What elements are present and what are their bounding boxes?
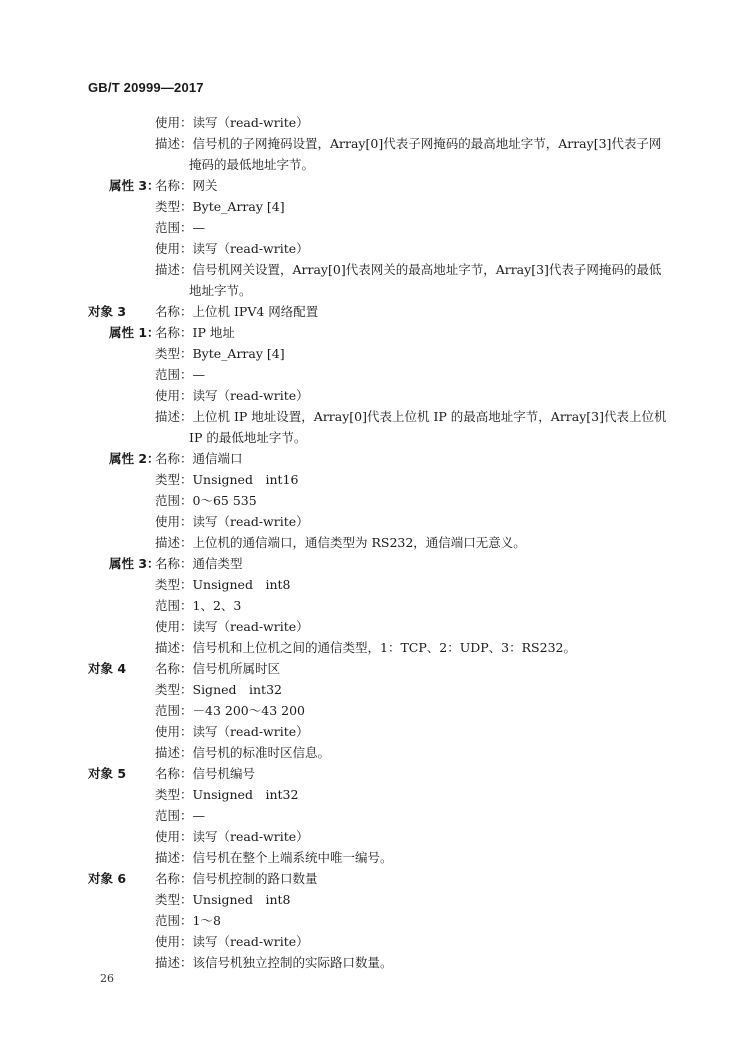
usage-line: 使用：读写（read-write） bbox=[155, 388, 309, 403]
standard-code: GB/T 20999—2017 bbox=[88, 80, 204, 95]
attribute-label: 属性 3： bbox=[109, 556, 160, 571]
name-line: 名称：通信端口 bbox=[155, 451, 243, 466]
description-line: 描述：信号机和上位机之间的通信类型，1：TCP、2：UDP、3：RS232。 bbox=[155, 640, 576, 655]
description-line: 描述：信号机的标准时区信息。 bbox=[155, 745, 331, 760]
object-name-line: 名称：信号机控制的路口数量 bbox=[155, 871, 318, 886]
type-line: 类型：Signed int32 bbox=[155, 682, 282, 697]
type-line: 类型：Unsigned int8 bbox=[155, 577, 291, 592]
type-line: 类型：Unsigned int8 bbox=[155, 892, 291, 907]
object-name-line: 名称：信号机编号 bbox=[155, 766, 256, 781]
type-line: 类型：Unsigned int32 bbox=[155, 787, 299, 802]
description-line: 描述：上位机 IP 地址设置，Array[0]代表上位机 IP 的最高地址字节，Array[3]代表上位机 bbox=[155, 409, 667, 424]
object-name-line: 名称：信号机所属时区 bbox=[155, 661, 281, 676]
range-line: 范围：－43 200～43 200 bbox=[155, 703, 305, 718]
range-line: 范围：— bbox=[155, 367, 206, 382]
usage-line: 使用：读写（read-write） bbox=[155, 934, 309, 949]
object-label: 对象 3 bbox=[88, 304, 127, 319]
description-line: 描述：上位机的通信端口，通信类型为 RS232，通信端口无意义。 bbox=[155, 535, 526, 550]
description-continuation: 掩码的最低地址字节。 bbox=[189, 157, 315, 172]
object-label: 对象 4 bbox=[88, 661, 127, 676]
description-continuation: 地址字节。 bbox=[189, 283, 252, 298]
range-line: 范围：— bbox=[155, 220, 206, 235]
object-name-line: 名称：上位机 IPV4 网络配置 bbox=[155, 304, 319, 319]
range-line: 范围：0～65 535 bbox=[155, 493, 257, 508]
object-label: 对象 6 bbox=[88, 871, 127, 886]
usage-line: 使用：读写（read-write） bbox=[155, 514, 309, 529]
usage-line: 使用：读写（read-write） bbox=[155, 829, 309, 844]
usage-line: 使用：读写（read-write） bbox=[155, 115, 309, 130]
type-line: 类型：Byte_Array [4] bbox=[155, 346, 285, 361]
usage-line: 使用：读写（read-write） bbox=[155, 241, 309, 256]
range-line: 范围：— bbox=[155, 808, 206, 823]
description-line: 描述：信号机网关设置，Array[0]代表网关的最高地址字节，Array[3]代表子网掩码的最低 bbox=[155, 262, 662, 277]
usage-line: 使用：读写（read-write） bbox=[155, 619, 309, 634]
name-line: 名称：网关 bbox=[155, 178, 218, 193]
type-line: 类型：Byte_Array [4] bbox=[155, 199, 285, 214]
name-line: 名称：通信类型 bbox=[155, 556, 243, 571]
attribute-label: 属性 3： bbox=[109, 178, 160, 193]
description-line: 描述：该信号机独立控制的实际路口数量。 bbox=[155, 955, 393, 970]
description-line: 描述：信号机在整个上端系统中唯一编号。 bbox=[155, 850, 393, 865]
range-line: 范围：1、2、3 bbox=[155, 598, 242, 613]
usage-line: 使用：读写（read-write） bbox=[155, 724, 309, 739]
attribute-label: 属性 2： bbox=[109, 451, 160, 466]
range-line: 范围：1～8 bbox=[155, 913, 221, 928]
attribute-label: 属性 1： bbox=[109, 325, 160, 340]
name-line: 名称：IP 地址 bbox=[155, 325, 235, 340]
description-continuation: IP 的最低地址字节。 bbox=[189, 430, 307, 445]
description-line: 描述：信号机的子网掩码设置，Array[0]代表子网掩码的最高地址字节，Array[3]代表子网 bbox=[155, 136, 662, 151]
object-label: 对象 5 bbox=[88, 766, 127, 781]
page-number: 26 bbox=[100, 972, 114, 985]
type-line: 类型：Unsigned int16 bbox=[155, 472, 299, 487]
